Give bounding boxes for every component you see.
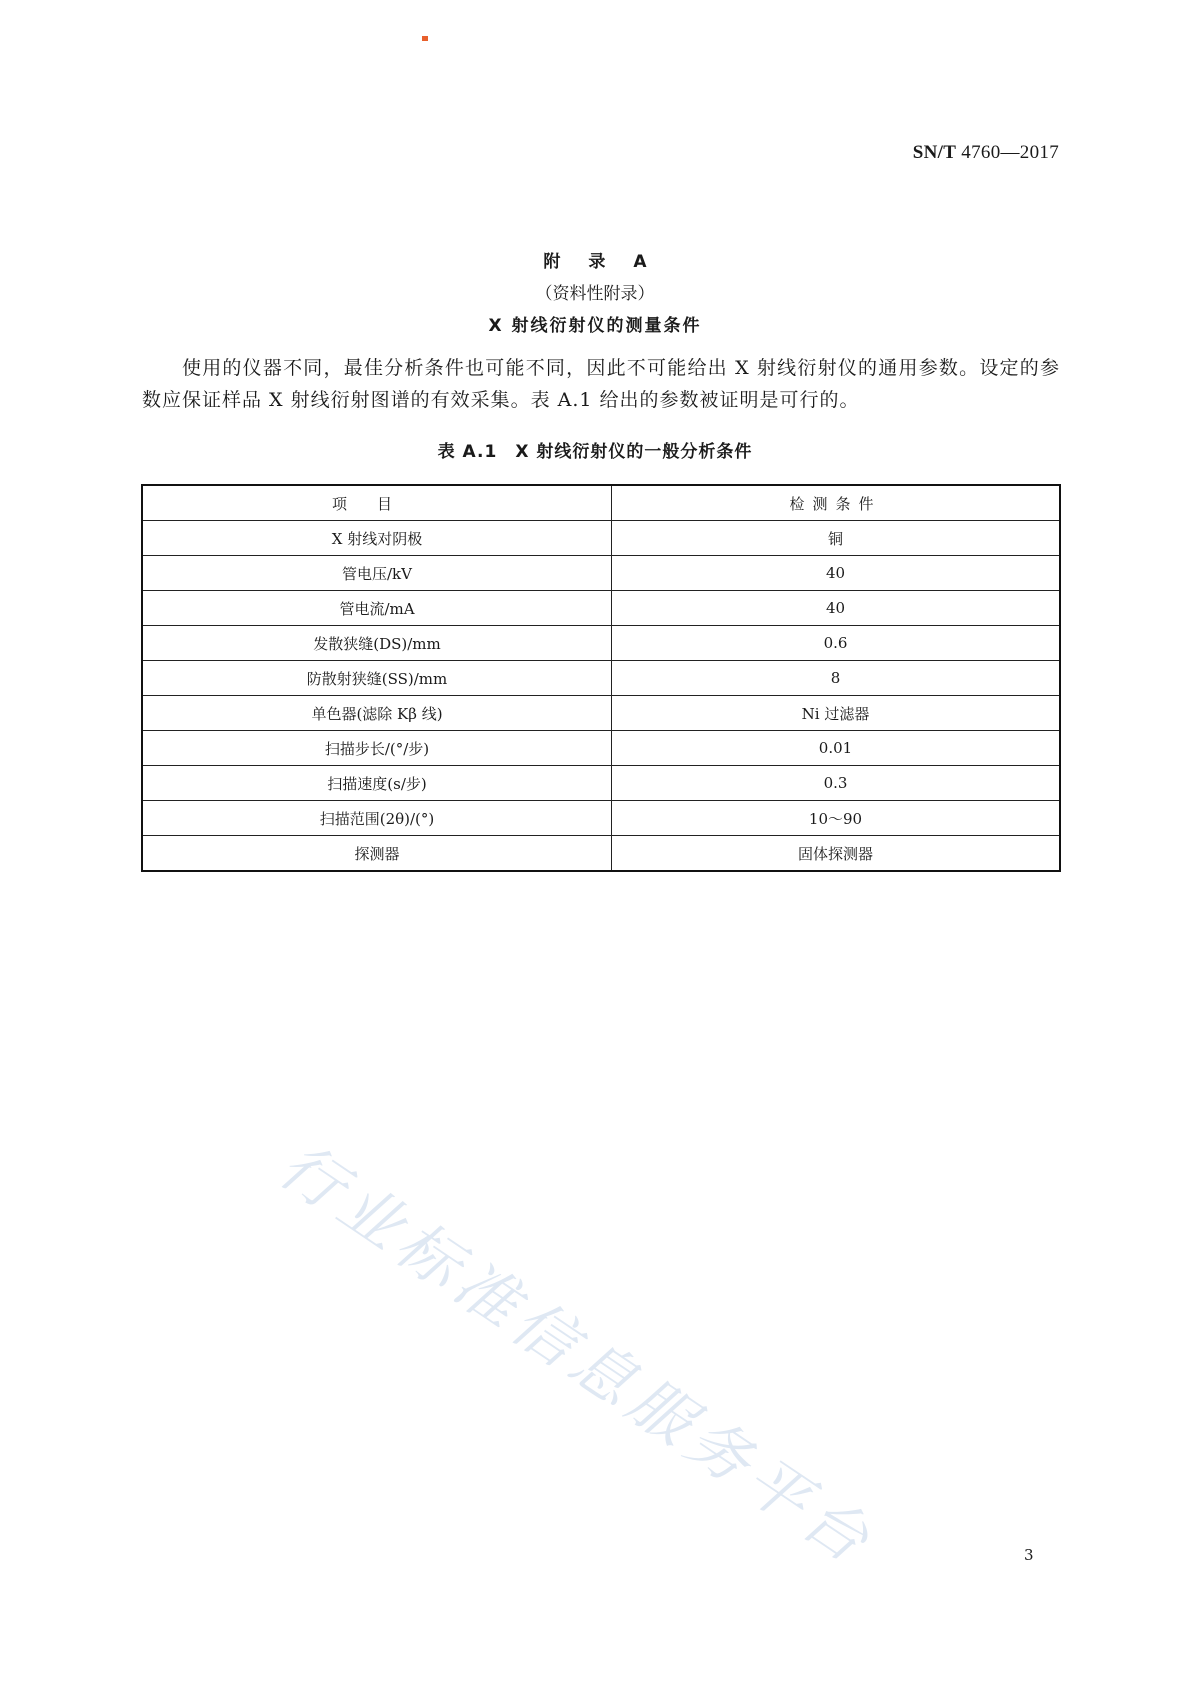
- condition-cell: 0.6: [612, 626, 1061, 661]
- page-number: 3: [1024, 1546, 1034, 1564]
- table-row: [142, 801, 1060, 836]
- table-row: [142, 521, 1060, 556]
- appendix-title-part: A: [633, 252, 647, 272]
- condition-cell: 40: [612, 556, 1061, 591]
- item-cell: 管电流/mA: [142, 591, 612, 626]
- document-code-prefix: SN/T: [912, 142, 957, 163]
- column-header-condition: 检测条件: [612, 485, 1061, 521]
- condition-cell: 8: [612, 661, 1061, 696]
- item-cell: 扫描速度(s/步): [142, 766, 612, 801]
- appendix-title-part: 附: [543, 252, 561, 272]
- condition-cell: 铜: [612, 521, 1061, 556]
- item-cell: 单色器(滤除 Kβ 线): [142, 696, 612, 731]
- table-row: [142, 661, 1060, 696]
- document-code: [913, 142, 1059, 164]
- condition-cell: Ni 过滤器: [612, 696, 1061, 731]
- table-row: [142, 766, 1060, 801]
- item-cell: X 射线对阴极: [142, 521, 612, 556]
- appendix-subtitle: （资料性附录）: [535, 284, 655, 304]
- condition-cell: 10～90: [612, 801, 1061, 836]
- column-header-item: 项目: [142, 485, 612, 521]
- table-row: [142, 591, 1060, 626]
- condition-cell: 40: [612, 591, 1061, 626]
- table-row: [142, 731, 1060, 766]
- item-cell: 发散狭缝(DS)/mm: [142, 626, 612, 661]
- item-cell: 探测器: [142, 836, 612, 872]
- table-row: [142, 556, 1060, 591]
- table-row: [142, 836, 1060, 872]
- condition-cell: 0.3: [612, 766, 1061, 801]
- table-caption: 表 A.1 X 射线衍射仪的一般分析条件: [437, 442, 753, 462]
- document-code-number: 4760—2017: [961, 142, 1059, 163]
- appendix-heading: X 射线衍射仪的测量条件: [488, 316, 702, 336]
- condition-cell: 固体探测器: [612, 836, 1061, 872]
- item-cell: 管电压/kV: [142, 556, 612, 591]
- condition-cell: 0.01: [612, 731, 1061, 766]
- intro-paragraph: 使用的仪器不同，最佳分析条件也可能不同，因此不可能给出 X 射线衍射仪的通用参数。设定的参数应保证样品 X 射线衍射图谱的有效采集。表 A.1 给出的参数被证明是可行的。: [142, 357, 1060, 411]
- appendix-title-part: 录: [588, 252, 606, 272]
- accent-mark: [422, 36, 428, 41]
- watermark-text: 行业标准信息服务平台: [266, 1128, 888, 1581]
- item-cell: 扫描范围(2θ)/(°): [142, 801, 612, 836]
- item-cell: 防散射狭缝(SS)/mm: [142, 661, 612, 696]
- item-cell: 扫描步长/(°/步): [142, 731, 612, 766]
- table-header-row: [142, 485, 1060, 521]
- appendix-title: [0, 247, 1190, 272]
- table-row: [142, 626, 1060, 661]
- table-row: [142, 696, 1060, 731]
- conditions-table: [141, 484, 1061, 872]
